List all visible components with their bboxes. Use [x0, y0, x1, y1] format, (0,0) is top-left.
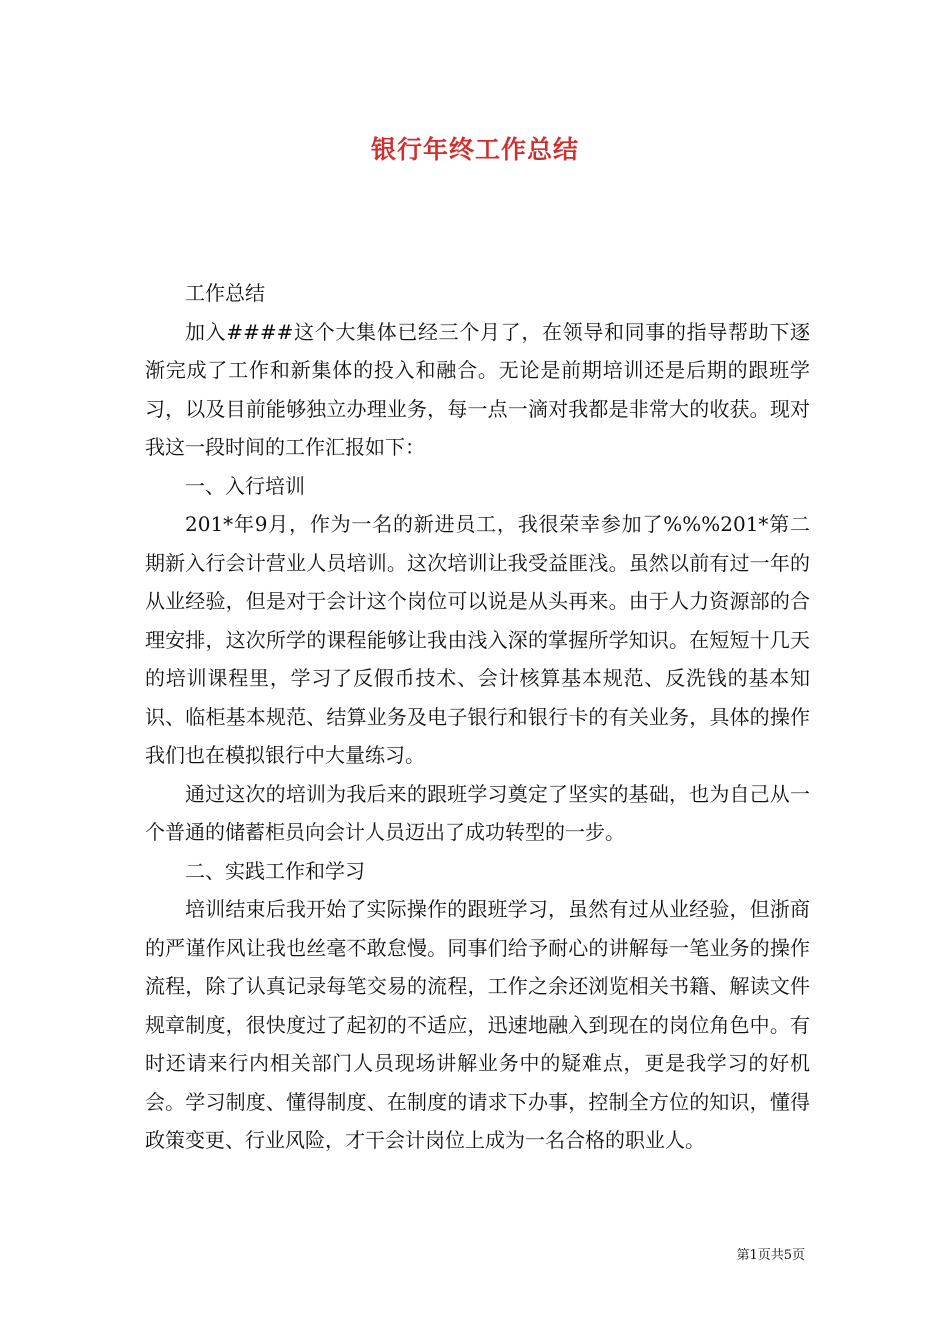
- section-heading-training: 一、入行培训: [185, 473, 305, 498]
- paragraph-heading-summary: 工作总结: [185, 281, 265, 305]
- page-number: 第1页共5页: [736, 1248, 805, 1263]
- section-heading-practice: 二、实践工作和学习: [185, 858, 365, 883]
- paragraph-intro: 加入####这个大集体已经三个月了，在领导和同事的指导帮助下逐渐完成了工作和新集体的投入和融合。无论是前期培训还是后期的跟班学习，以及目前能够独立办理业务，每一点一滴对我都是非常大的收获。现对我这一段时间的工作汇报如下：: [145, 319, 810, 459]
- document-title: 银行年终工作总结: [370, 135, 579, 164]
- paragraph-training: 201*年9月，作为一名的新进员工，我很荣幸参加了%%%201*第二期新入行会计营业人员培训。这次培训让我受益匪浅。虽然以前有过一年的从业经验，但是对于会计这个岗位可以说是从头再来。由于人力资源部的合理安排，这次所学的课程能够让我由浅入深的掌握所学知识。在短短十几天的培训课程里，学习了反假币技术、会计核算基本规范、反洗钱的基本知识、临柜基本规范、结算业务及电子银行和银行卡的有关业务，具体的操作我们也在模拟银行中大量练习。: [145, 512, 810, 767]
- document-body: [145, 274, 810, 1160]
- paragraph-training-result: 通过这次的培训为我后来的跟班学习奠定了坚实的基础，也为自己从一个普通的储蓄柜员向会计人员迈出了成功转型的一步。: [145, 781, 810, 844]
- paragraph-practice: 培训结束后我开始了实际操作的跟班学习，虽然有过从业经验，但浙商的严谨作风让我也丝毫不敢怠慢。同事们给予耐心的讲解每一笔业务的操作流程，除了认真记录每笔交易的流程，工作之余还浏览相关书籍、解读文件规章制度，很快度过了起初的不适应，迅速地融入到现在的岗位角色中。有时还请来行内相关部门人员现场讲解业务中的疑难点，更是我学习的好机会。学习制度、懂得制度、在制度的请求下办事，控制全方位的知识，懂得政策变更、行业风险，才干会计岗位上成为一名合格的职业人。: [145, 897, 810, 1152]
